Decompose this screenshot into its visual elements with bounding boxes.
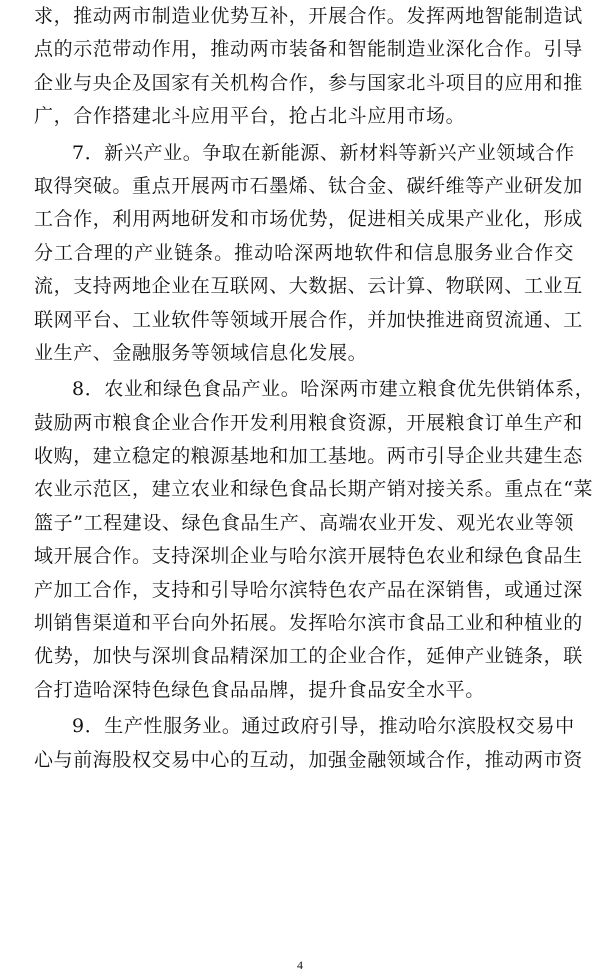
text-line: 产加工合作，支持和引导哈尔滨特色农产品在深销售，或通过深 [34,578,583,601]
text-line: 9．生产性服务业。通过政府引导，推动哈尔滨股权交易中 [72,715,575,738]
page-number: 4 [297,958,303,972]
text-line: 分工合理的产业链条。推动哈深两地软件和信息服务业合作交 [34,241,574,264]
text-line: 合打造哈深特色绿色食品品牌，提升食品安全水平。 [34,678,485,701]
text-line: 农业示范区，建立农业和绿色食品长期产销对接关系。重点在“菜 [34,478,594,501]
paragraph [34,0,583,134]
text-line: 流，支持两地企业在互联网、大数据、云计算、物联网、工业互 [34,275,583,298]
text-line: 广，合作搭建北斗应用平台，抢占北斗应用市场。 [34,105,466,128]
paragraph [34,710,583,777]
text-line: 联网平台、工业软件等领域开展合作，并加快推进商贸流通、工 [34,308,583,331]
text-line: 企业与央企及国家有关机构合作，参与国家北斗项目的应用和推 [34,71,583,94]
text-line: 点的示范带动作用，推动两市装备和智能制造业深化合作。引导 [34,38,583,61]
text-line: 优势，加快与深圳食品精深加工的企业合作，延伸产业链条，联 [34,645,583,668]
paragraph [34,137,583,371]
text-line: 心与前海股权交易中心的互动，加强金融领域合作，推动两市资 [34,748,583,771]
text-line: 域开展合作。支持深圳企业与哈尔滨开展特色农业和绿色食品生 [34,545,583,568]
text-line: 求，推动两市制造业优势互补，开展合作。发挥两地智能制造试 [34,5,583,27]
text-line: 取得突破。重点开展两市石墨烯、钛合金、碳纤维等产业研发加 [34,174,583,197]
body-text [34,0,595,777]
text-line: 8．农业和绿色食品产业。哈深两市建立粮食优先供销体系， [72,378,595,401]
paragraph [34,373,595,707]
text-line: 工合作，利用两地研发和市场优势，促进相关成果产业化，形成 [34,208,583,231]
text-line: 篮子”工程建设、绿色食品生产、高端农业开发、观光农业等领 [34,511,574,534]
text-line: 收购，建立稳定的粮源基地和加工基地。两市引导企业共建生态 [34,445,583,468]
text-line: 业生产、金融服务等领域信息化发展。 [34,341,368,364]
text-line: 7．新兴产业。争取在新能源、新材料等新兴产业领域合作 [72,141,575,164]
text-line: 鼓励两市粮食企业合作开发利用粮食资源，开展粮食订单生产和 [34,411,583,434]
text-line: 圳销售渠道和平台向外拓展。发挥哈尔滨市食品工业和种植业的 [34,612,583,635]
